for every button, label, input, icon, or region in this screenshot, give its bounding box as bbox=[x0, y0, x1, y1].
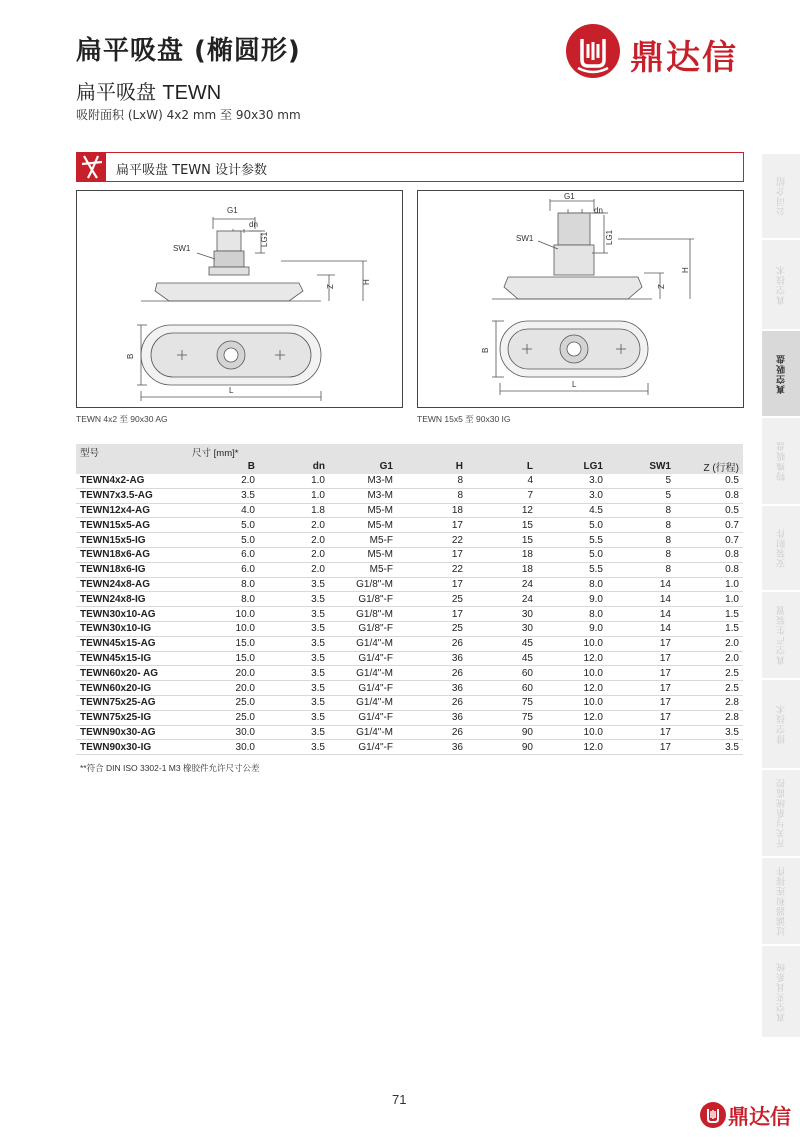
model-cell: TEWN75x25-AG bbox=[80, 697, 156, 709]
logo-emblem-icon bbox=[566, 24, 620, 78]
value-cell: M5-M bbox=[367, 504, 393, 516]
value-cell: 3.5 bbox=[311, 741, 325, 753]
value-cell: 10.0 bbox=[235, 608, 255, 620]
svg-text:LG1: LG1 bbox=[260, 231, 269, 247]
column-header: H bbox=[455, 461, 463, 472]
value-cell: 25.0 bbox=[235, 712, 255, 724]
model-cell: TEWN60x20- AG bbox=[80, 667, 158, 679]
sidebar-tab[interactable] bbox=[762, 506, 800, 591]
value-cell: 5.0 bbox=[241, 519, 255, 531]
value-cell: 17 bbox=[659, 726, 671, 738]
column-header: dn bbox=[312, 461, 325, 472]
diagram-ig-caption: TEWN 15x5 至 90x30 IG bbox=[417, 414, 511, 424]
column-header: B bbox=[247, 461, 255, 472]
value-cell: 3.5 bbox=[311, 623, 325, 635]
table-row bbox=[76, 622, 743, 637]
value-cell: 8 bbox=[457, 490, 463, 502]
value-cell: 26 bbox=[451, 638, 463, 650]
value-cell: 60 bbox=[521, 667, 533, 679]
value-cell: M3-M bbox=[367, 490, 393, 502]
sidebar-tab[interactable] bbox=[762, 154, 800, 239]
subtitle-cn: 扁平吸盘 bbox=[76, 80, 156, 104]
value-cell: 0.7 bbox=[725, 519, 739, 531]
value-cell: 25 bbox=[451, 623, 463, 635]
sidebar-tab-label: 真空技术 bbox=[776, 264, 787, 305]
sidebar-tab[interactable] bbox=[762, 418, 800, 505]
sidebar-tab[interactable] bbox=[762, 240, 800, 330]
value-cell: 17 bbox=[659, 682, 671, 694]
sidebar-tab-label: 真空吸盘 bbox=[776, 353, 787, 394]
value-cell: 3.5 bbox=[311, 578, 325, 590]
value-cell: 1.0 bbox=[311, 490, 325, 502]
value-cell: 8 bbox=[665, 549, 671, 561]
sidebar-tab-label: 安装附件 bbox=[776, 528, 787, 568]
sidebar-tab-label: 真空夹具系统 bbox=[776, 961, 787, 1022]
value-cell: M5-F bbox=[369, 534, 393, 546]
value-cell: 3.0 bbox=[589, 475, 603, 487]
value-cell: 17 bbox=[451, 578, 463, 590]
value-cell: 26 bbox=[451, 697, 463, 709]
value-cell: 14 bbox=[659, 593, 671, 605]
svg-text:L: L bbox=[572, 380, 577, 389]
svg-text:B: B bbox=[126, 353, 135, 359]
value-cell: M5-M bbox=[367, 549, 393, 561]
table-body bbox=[76, 474, 743, 755]
value-cell: 3.5 bbox=[311, 638, 325, 650]
value-cell: 7 bbox=[527, 490, 533, 502]
value-cell: 36 bbox=[451, 712, 463, 724]
model-cell: TEWN15x5-AG bbox=[80, 519, 151, 531]
table-row bbox=[76, 592, 743, 607]
value-cell: G1/8"-M bbox=[356, 608, 393, 620]
value-cell: 3.5 bbox=[311, 652, 325, 664]
value-cell: M5-F bbox=[369, 564, 393, 576]
value-cell: 10.0 bbox=[583, 697, 603, 709]
value-cell: 75 bbox=[521, 712, 533, 724]
sidebar-tab[interactable] bbox=[762, 946, 800, 1038]
value-cell: 8 bbox=[457, 475, 463, 487]
value-cell: 26 bbox=[451, 726, 463, 738]
value-cell: 1.5 bbox=[725, 608, 739, 620]
value-cell: M3-M bbox=[367, 475, 393, 487]
sidebar-tab-label: 开关与系统监控 bbox=[776, 778, 787, 848]
value-cell: 36 bbox=[451, 741, 463, 753]
value-cell: 2.8 bbox=[725, 697, 739, 709]
table-row bbox=[76, 533, 743, 548]
model-cell: TEWN15x5-IG bbox=[80, 534, 146, 546]
value-cell: 8.0 bbox=[589, 578, 603, 590]
value-cell: 0.5 bbox=[725, 504, 739, 516]
size-header: 尺寸 [mm]* bbox=[192, 447, 239, 459]
value-cell: M5-M bbox=[367, 519, 393, 531]
value-cell: 18 bbox=[451, 504, 463, 516]
sidebar-tab-label: 排空技术 bbox=[776, 704, 787, 744]
value-cell: 5.0 bbox=[589, 519, 603, 531]
value-cell: G1/4"-F bbox=[358, 741, 393, 753]
value-cell: 18 bbox=[521, 549, 533, 561]
value-cell: 5.0 bbox=[241, 534, 255, 546]
model-cell: TEWN90x30-AG bbox=[80, 726, 156, 738]
value-cell: 12.0 bbox=[583, 712, 603, 724]
sidebar-tab[interactable] bbox=[762, 858, 800, 945]
table-row bbox=[76, 711, 743, 726]
sidebar-tab-label: 过滤器和连接件 bbox=[776, 866, 787, 936]
svg-text:SW1: SW1 bbox=[516, 234, 534, 243]
value-cell: 30.0 bbox=[235, 741, 255, 753]
svg-text:dn: dn bbox=[249, 220, 258, 229]
value-cell: 36 bbox=[451, 652, 463, 664]
value-cell: 17 bbox=[659, 697, 671, 709]
value-cell: 8.0 bbox=[241, 578, 255, 590]
value-cell: 8 bbox=[665, 519, 671, 531]
svg-text:Z: Z bbox=[326, 284, 335, 289]
value-cell: 24 bbox=[521, 593, 533, 605]
model-cell: TEWN7x3.5-AG bbox=[80, 490, 153, 502]
value-cell: 4.0 bbox=[241, 504, 255, 516]
table-row bbox=[76, 726, 743, 741]
table-row bbox=[76, 474, 743, 489]
value-cell: 8 bbox=[665, 564, 671, 576]
value-cell: 14 bbox=[659, 578, 671, 590]
subtitle-latin: TEWN bbox=[162, 82, 222, 104]
model-cell: TEWN30x10-AG bbox=[80, 608, 156, 620]
value-cell: 9.0 bbox=[589, 593, 603, 605]
value-cell: 15 bbox=[521, 534, 533, 546]
diagram-ag-caption: TEWN 4x2 至 90x30 AG bbox=[76, 414, 168, 424]
value-cell: 14 bbox=[659, 608, 671, 620]
value-cell: 3.5 bbox=[311, 697, 325, 709]
value-cell: 90 bbox=[521, 741, 533, 753]
logo-emblem-icon bbox=[700, 1102, 726, 1128]
value-cell: 17 bbox=[659, 638, 671, 650]
table-row bbox=[76, 696, 743, 711]
model-cell: TEWN4x2-AG bbox=[80, 475, 145, 487]
value-cell: 3.5 bbox=[311, 667, 325, 679]
value-cell: G1/8"-M bbox=[356, 578, 393, 590]
table-row bbox=[76, 504, 743, 519]
value-cell: 4 bbox=[527, 475, 533, 487]
value-cell: 2.0 bbox=[311, 549, 325, 561]
value-cell: 17 bbox=[659, 712, 671, 724]
value-cell: G1/4"-M bbox=[356, 726, 393, 738]
value-cell: 12.0 bbox=[583, 741, 603, 753]
value-cell: 3.5 bbox=[725, 726, 739, 738]
model-cell: TEWN24x8-IG bbox=[80, 593, 146, 605]
model-cell: TEWN12x4-AG bbox=[80, 504, 151, 516]
value-cell: 3.5 bbox=[241, 490, 255, 502]
svg-text:Z: Z bbox=[657, 284, 666, 289]
value-cell: 2.0 bbox=[725, 652, 739, 664]
sidebar-tab[interactable] bbox=[762, 680, 800, 769]
value-cell: 3.5 bbox=[311, 608, 325, 620]
sidebar-tab-label: 真空产生装置 bbox=[776, 605, 787, 665]
value-cell: 2.5 bbox=[725, 667, 739, 679]
value-cell: 17 bbox=[659, 667, 671, 679]
value-cell: 75 bbox=[521, 697, 533, 709]
model-cell: TEWN90x30-IG bbox=[80, 741, 152, 753]
model-cell: TEWN18x6-AG bbox=[80, 549, 151, 561]
value-cell: 60 bbox=[521, 682, 533, 694]
value-cell: 12.0 bbox=[583, 682, 603, 694]
table-row bbox=[76, 578, 743, 593]
value-cell: 12.0 bbox=[583, 652, 603, 664]
value-cell: 24 bbox=[521, 578, 533, 590]
value-cell: 6.0 bbox=[241, 549, 255, 561]
value-cell: 10.0 bbox=[235, 623, 255, 635]
value-cell: 0.5 bbox=[725, 475, 739, 487]
value-cell: 2.0 bbox=[311, 534, 325, 546]
value-cell: 17 bbox=[659, 652, 671, 664]
value-cell: 25 bbox=[451, 593, 463, 605]
value-cell: 5.0 bbox=[589, 549, 603, 561]
sidebar-tab[interactable] bbox=[762, 770, 800, 857]
model-cell: TEWN45x15-AG bbox=[80, 638, 156, 650]
footer-brand-name: 鼎达信 bbox=[728, 1105, 791, 1129]
sidebar-tab[interactable] bbox=[762, 592, 800, 679]
value-cell: 10.0 bbox=[583, 667, 603, 679]
table-row bbox=[76, 563, 743, 578]
table-header-top bbox=[76, 444, 743, 459]
table-header bbox=[76, 444, 743, 474]
column-header: Z (行程) bbox=[703, 463, 739, 474]
area-range-text: 吸附面积 (LxW) 4x2 mm 至 90x30 mm bbox=[76, 108, 301, 122]
value-cell: 10.0 bbox=[583, 726, 603, 738]
table-row bbox=[76, 652, 743, 667]
value-cell: 2.0 bbox=[311, 564, 325, 576]
value-cell: 15 bbox=[521, 519, 533, 531]
column-header: G1 bbox=[379, 461, 393, 472]
value-cell: 17 bbox=[451, 608, 463, 620]
value-cell: 0.8 bbox=[725, 490, 739, 502]
value-cell: 45 bbox=[521, 652, 533, 664]
table-row bbox=[76, 681, 743, 696]
value-cell: 3.5 bbox=[311, 682, 325, 694]
table-row bbox=[76, 637, 743, 652]
value-cell: G1/8"-F bbox=[358, 593, 393, 605]
column-header: L bbox=[526, 461, 533, 472]
value-cell: G1/4"-M bbox=[356, 638, 393, 650]
value-cell: 36 bbox=[451, 682, 463, 694]
value-cell: 26 bbox=[451, 667, 463, 679]
value-cell: 17 bbox=[659, 741, 671, 753]
value-cell: 6.0 bbox=[241, 564, 255, 576]
value-cell: 2.8 bbox=[725, 712, 739, 724]
sidebar-tab-label: 公司介绍 bbox=[776, 176, 787, 216]
value-cell: 1.0 bbox=[311, 475, 325, 487]
value-cell: 1.0 bbox=[725, 593, 739, 605]
model-cell: TEWN60x20-IG bbox=[80, 682, 152, 694]
svg-text:L: L bbox=[229, 386, 234, 395]
page-title: 扁平吸盘 (椭圆形) bbox=[76, 36, 301, 66]
value-cell: 3.5 bbox=[311, 726, 325, 738]
value-cell: G1/4"-F bbox=[358, 652, 393, 664]
value-cell: G1/4"-F bbox=[358, 682, 393, 694]
value-cell: 12 bbox=[521, 504, 533, 516]
value-cell: 5 bbox=[665, 475, 671, 487]
value-cell: 22 bbox=[451, 564, 463, 576]
table-row bbox=[76, 740, 743, 755]
diagram-ig bbox=[417, 190, 744, 408]
sidebar-tab[interactable] bbox=[762, 331, 800, 417]
value-cell: 3.5 bbox=[311, 712, 325, 724]
value-cell: 3.5 bbox=[311, 593, 325, 605]
value-cell: 8 bbox=[665, 504, 671, 516]
model-cell: TEWN24x8-AG bbox=[80, 578, 151, 590]
column-header: LG1 bbox=[583, 461, 603, 472]
table-row bbox=[76, 548, 743, 563]
svg-text:H: H bbox=[681, 267, 690, 273]
svg-text:dn: dn bbox=[594, 206, 603, 215]
value-cell: G1/4"-M bbox=[356, 667, 393, 679]
svg-text:H: H bbox=[362, 279, 371, 285]
footer-logo bbox=[700, 1100, 794, 1130]
diagram-ag bbox=[76, 190, 403, 408]
value-cell: 30 bbox=[521, 608, 533, 620]
value-cell: 8.0 bbox=[241, 593, 255, 605]
table-row bbox=[76, 607, 743, 622]
value-cell: 30.0 bbox=[235, 726, 255, 738]
svg-text:G1: G1 bbox=[564, 192, 575, 201]
value-cell: 22 bbox=[451, 534, 463, 546]
model-cell: TEWN18x6-IG bbox=[80, 564, 146, 576]
value-cell: 45 bbox=[521, 638, 533, 650]
value-cell: G1/8"-F bbox=[358, 623, 393, 635]
value-cell: 2.5 bbox=[725, 682, 739, 694]
table-header-columns bbox=[76, 459, 743, 474]
table-row bbox=[76, 666, 743, 681]
value-cell: 9.0 bbox=[589, 623, 603, 635]
value-cell: 17 bbox=[451, 519, 463, 531]
section-header bbox=[76, 152, 744, 182]
value-cell: 5.5 bbox=[589, 534, 603, 546]
model-cell: TEWN75x25-IG bbox=[80, 712, 152, 724]
spec-table bbox=[76, 444, 743, 755]
table-footnote: **符合 DIN ISO 3302-1 M3 橡胶件允许尺寸公差 bbox=[80, 763, 260, 773]
value-cell: 0.8 bbox=[725, 549, 739, 561]
value-cell: 1.5 bbox=[725, 623, 739, 635]
value-cell: 2.0 bbox=[311, 519, 325, 531]
value-cell: 14 bbox=[659, 623, 671, 635]
value-cell: 25.0 bbox=[235, 697, 255, 709]
column-header: SW1 bbox=[649, 461, 671, 472]
value-cell: 0.7 bbox=[725, 534, 739, 546]
value-cell: 18 bbox=[521, 564, 533, 576]
table-row bbox=[76, 489, 743, 504]
model-cell: TEWN30x10-IG bbox=[80, 623, 152, 635]
value-cell: 8.0 bbox=[589, 608, 603, 620]
value-cell: 17 bbox=[451, 549, 463, 561]
svg-text:SW1: SW1 bbox=[173, 244, 191, 253]
value-cell: 2.0 bbox=[241, 475, 255, 487]
model-cell: TEWN45x15-IG bbox=[80, 652, 152, 664]
section-title: 扁平吸盘 TEWN 设计参数 bbox=[116, 163, 267, 178]
value-cell: 15.0 bbox=[235, 652, 255, 664]
value-cell: 4.5 bbox=[589, 504, 603, 516]
value-cell: 3.0 bbox=[589, 490, 603, 502]
value-cell: 1.8 bbox=[311, 504, 325, 516]
brand-name: 鼎达信 bbox=[630, 38, 738, 78]
caliper-icon bbox=[76, 152, 106, 182]
value-cell: 1.0 bbox=[725, 578, 739, 590]
value-cell: 90 bbox=[521, 726, 533, 738]
value-cell: 20.0 bbox=[235, 667, 255, 679]
value-cell: 5 bbox=[665, 490, 671, 502]
brand-logo bbox=[566, 24, 750, 78]
value-cell: 30 bbox=[521, 623, 533, 635]
table-row bbox=[76, 518, 743, 533]
value-cell: G1/4"-F bbox=[358, 712, 393, 724]
value-cell: 0.8 bbox=[725, 564, 739, 576]
svg-text:LG1: LG1 bbox=[605, 229, 614, 245]
value-cell: 8 bbox=[665, 534, 671, 546]
value-cell: 15.0 bbox=[235, 638, 255, 650]
sidebar-tab-label: 特殊吸盘 bbox=[776, 441, 787, 481]
value-cell: 5.5 bbox=[589, 564, 603, 576]
value-cell: 20.0 bbox=[235, 682, 255, 694]
svg-text:B: B bbox=[481, 347, 490, 353]
value-cell: G1/4"-M bbox=[356, 697, 393, 709]
value-cell: 3.5 bbox=[725, 741, 739, 753]
svg-text:G1: G1 bbox=[227, 206, 238, 215]
model-header: 型号 bbox=[80, 447, 100, 459]
page-subtitle bbox=[76, 76, 221, 105]
value-cell: 10.0 bbox=[583, 638, 603, 650]
value-cell: 2.0 bbox=[725, 638, 739, 650]
page-number: 71 bbox=[392, 1092, 407, 1107]
